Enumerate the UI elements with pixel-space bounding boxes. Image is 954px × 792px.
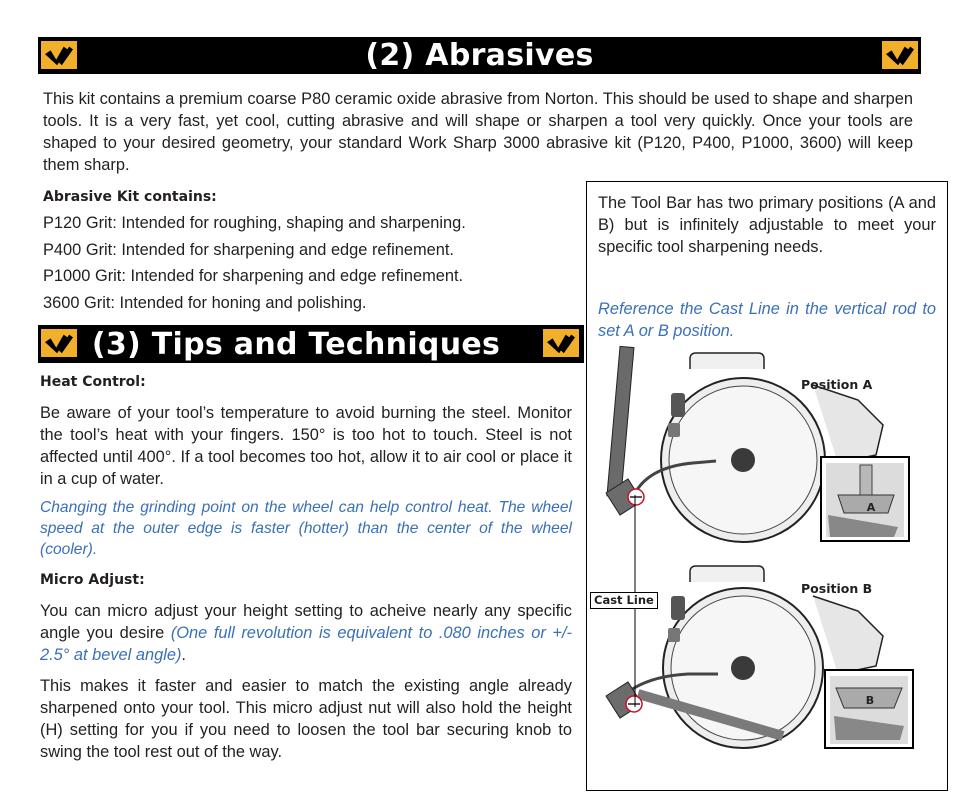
tool-bar-note: Reference the Cast Line in the vertical rod to set A or B position. bbox=[598, 300, 936, 340]
heat-control-text: Be aware of your tool’s temperature to avoid burning the steel. Monitor the tool’s heat with your fingers. 150° is too hot to touch. Steel is not affected until 400°. If a tool becomes too hot, allow it to air cool or place it in a cup of water. bbox=[40, 404, 572, 488]
position-b-illustration bbox=[598, 556, 944, 752]
tips-banner bbox=[38, 325, 584, 363]
heat-control-heading: Heat Control: bbox=[40, 374, 146, 390]
abrasives-intro: This kit contains a premium coarse P80 ceramic oxide abrasive from Norton. This should be used to shape and sharpen tools. It is a very fast, yet cool, cutting abrasive and will shape or sharpen a tool very quickly. Once your tools are shaped to your desired geometry, your standard Work Sharp 3000 abrasive kit (P120, P400, P1000, 3600) will keep them sharp. bbox=[43, 90, 913, 174]
kit-item: 3600 Grit: Intended for honing and polishing. bbox=[43, 294, 367, 312]
work-sharp-logo-icon bbox=[40, 328, 78, 358]
cast-line-label: Cast Line bbox=[590, 592, 658, 609]
work-sharp-logo-icon bbox=[40, 40, 78, 70]
micro-adjust-heading: Micro Adjust: bbox=[40, 572, 145, 588]
position-a-illustration bbox=[598, 345, 944, 545]
micro-adjust-note: (One full revolution is equivalent to .080 inches or +/- 2.5° at bevel angle) bbox=[40, 624, 572, 664]
work-sharp-logo-icon bbox=[542, 328, 580, 358]
kit-item: P400 Grit: Intended for sharpening and edge refinement. bbox=[43, 241, 454, 259]
kit-item: P120 Grit: Intended for roughing, shaping and sharpening. bbox=[43, 214, 466, 232]
micro-adjust-text bbox=[40, 600, 572, 666]
micro-adjust-period: . bbox=[181, 646, 186, 664]
tips-title: (3) Tips and Techniques bbox=[91, 326, 501, 362]
kit-heading: Abrasive Kit contains: bbox=[43, 189, 217, 205]
abrasives-banner bbox=[38, 37, 921, 74]
micro-adjust-body: You can micro adjust your height setting to acheive nearly any specific angle you desire bbox=[40, 602, 572, 642]
heat-control-note: Changing the grinding point on the wheel can help control heat. The wheel speed at the outer edge is faster (hotter) than the center of the wheel (cooler). bbox=[40, 499, 572, 558]
position-b-label: Position B bbox=[801, 581, 873, 596]
inset-b-letter: B bbox=[865, 694, 875, 707]
micro-adjust-text-2: This makes it faster and easier to match the existing angle already sharpened onto your tool. This micro adjust nut will also hold the height (H) setting for you if you need to loosen the tool bar securing knob to swing the tool rest out of the way. bbox=[40, 677, 572, 761]
position-a-label: Position A bbox=[801, 377, 873, 392]
abrasives-title: (2) Abrasives bbox=[365, 38, 594, 73]
tool-bar-text: The Tool Bar has two primary positions (A and B) but is infinitely adjustable to meet your specific tool sharpening needs. bbox=[598, 194, 936, 256]
inset-a-letter: A bbox=[866, 501, 876, 514]
work-sharp-logo-icon bbox=[881, 40, 919, 70]
kit-item: P1000 Grit: Intended for sharpening and edge refinement. bbox=[43, 267, 464, 285]
